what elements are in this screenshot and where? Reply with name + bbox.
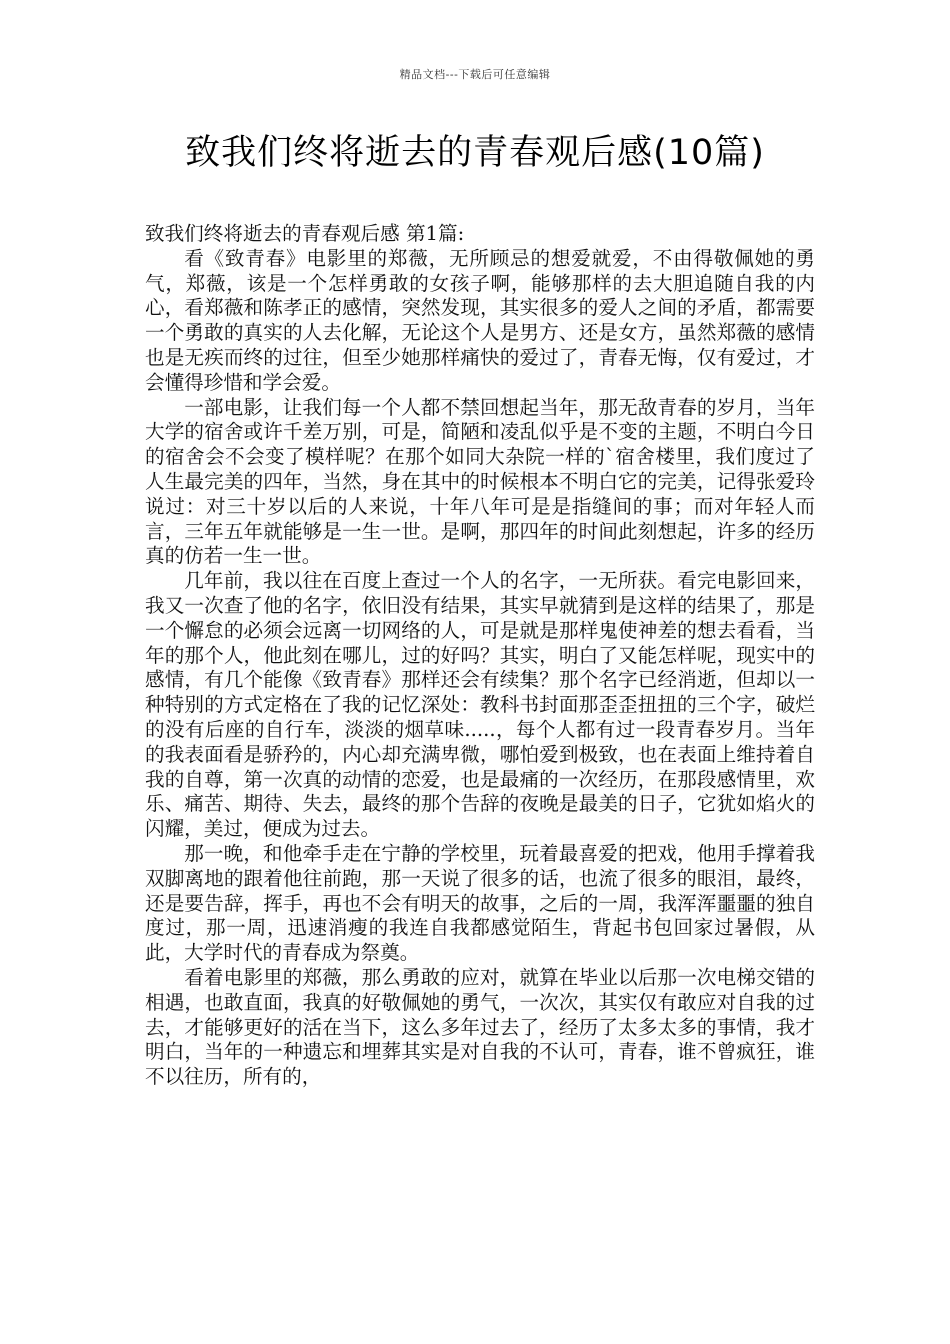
document-body — [145, 222, 815, 1090]
document-title: 致我们终将逝去的青春观后感(10篇) — [185, 133, 765, 173]
header-note: 精品文档---下载后可任意编辑 — [399, 68, 551, 81]
paragraph: 几年前，我以往在百度上查过一个人的名字，一无所获。看完电影回来，我又一次查了他的名字，依旧没有结果，其实早就猜到是这样的结果了，那是一个懈怠的必须会远离一切网络的人，可是就是那样鬼使神差的想去看看，当年的那个人，他此刻在哪儿，过的好吗？其实，明白了又能怎样呢，现实中的感情，有几个能像《致青春》那样还会有续集？那个名字已经消逝，但却以一种特别的方式定格在了我的记忆深处：教科书封面那歪歪扭扭的三个字，破烂的没有后座的自行车，淡淡的烟草味.....，每个人都有过一段青春岁月。当年的我表面看是骄矜的，内心却充满卑微，哪怕爱到极致，也在表面上维持着自我的自尊，第一次真的动情的恋爱，也是最痛的一次经历，在那段感情里，欢乐、痛苦、期待、失去，最终的那个告辞的夜晚是最美的日子，它犹如焰火的闪耀，美过，便成为过去。 — [145, 569, 815, 841]
paragraph: 那一晚，和他牵手走在宁静的学校里，玩着最喜爱的把戏，他用手撑着我双脚离地的跟着他往前跑，那一天说了很多的话，也流了很多的眼泪，最终，还是要告辞，挥手，再也不会有明天的故事，之后的一周，我浑浑噩噩的独自度过，那一周，迅速消瘦的我连自我都感觉陌生，背起书包回家过暑假，从此，大学时代的青春成为祭奠。 — [145, 841, 815, 965]
section-heading: 致我们终将逝去的青春观后感 第1篇: — [145, 222, 465, 245]
paragraph: 看着电影里的郑薇，那么勇敢的应对，就算在毕业以后那一次电梯交错的相遇，也敢直面，我真的好敬佩她的勇气，一次次，其实仅有敢应对自我的过去，才能够更好的活在当下，这么多年过去了，经历了太多太多的事情，我才明白，当年的一种遗忘和埋葬其实是对自我的不认可，青春，谁不曾疯狂，谁不以往历，所有的， — [145, 965, 815, 1089]
paragraph: 看《致青春》电影里的郑薇，无所顾忌的想爱就爱，不由得敬佩她的勇气，郑薇，该是一个怎样勇敢的女孩子啊，能够那样的去大胆追随自我的内心，看郑薇和陈孝正的感情，突然发现，其实很多的爱人之间的矛盾，都需要一个勇敢的真实的人去化解，无论这个人是男方、还是女方，虽然郑薇的感情也是无疾而终的过往，但至少她那样痛快的爱过了，青春无悔，仅有爱过，才会懂得珍惜和学会爱。 — [145, 246, 815, 394]
paragraph: 一部电影，让我们每一个人都不禁回想起当年，那无敌青春的岁月，当年大学的宿舍或许千差万别，可是，简陋和凌乱似乎是不变的主题，不明白今日的宿舍会不会变了模样呢？在那个如同大杂院一样的`宿舍楼里，我们度过了人生最完美的四年，当然，身在其中的时候根本不明白它的完美，记得张爱玲说过：对三十岁以后的人来说，十年八年可是是指缝间的事；而对年轻人而言，三年五年就能够是一生一世。是啊，那四年的时间此刻想起，许多的经历真的仿若一生一世。 — [145, 395, 815, 568]
